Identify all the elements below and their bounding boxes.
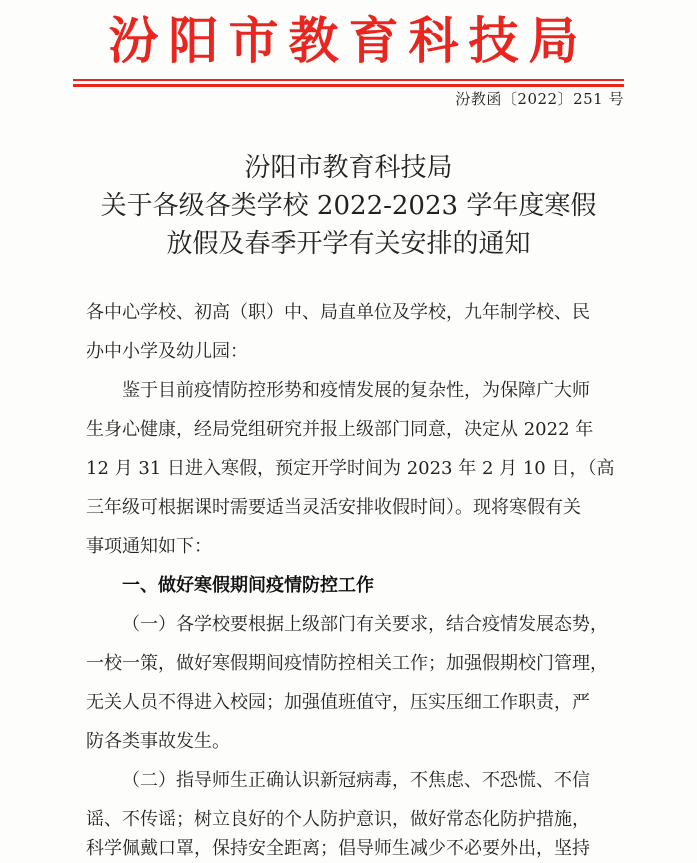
document-number: 汾教函〔2022〕251 号 [455,90,624,108]
paragraph-1-line-2: 生身心健康，经局党组研究并报上级部门同意，决定从 2022 年 [86,419,594,440]
title-line-2: 关于各级各类学校 2022-2023 学年度寒假 [100,191,597,221]
paragraph-1-line-3: 12 月 31 日进入寒假，预定开学时间为 2023 年 2 月 10 日，（高 [86,458,615,479]
section-1-item-2-line-2: 谣、不传谣；树立良好的个人防护意识，做好常态化防护措施， [86,809,590,830]
section-1-item-1-line-1: （一）各学校要根据上级部门有关要求，结合疫情发展态势， [122,614,608,635]
section-1-heading: 一、做好寒假期间疫情防控工作 [122,575,374,596]
letterhead-issuer: 汾阳市教育科技局 [108,11,589,70]
section-1-item-2-line-3: 科学佩戴口罩，保持安全距离；倡导师生减少不必要外出，坚持 [86,838,590,859]
paragraph-1-line-5: 事项通知如下： [86,536,212,557]
section-1-item-1-line-3: 无关人员不得进入校园；加强值班值守，压实压细工作职责，严 [86,692,590,713]
title-line-1: 汾阳市教育科技局 [244,153,453,183]
section-1-item-1-line-4: 防各类事故发生。 [86,731,230,752]
title-line-3: 放假及春季开学有关安排的通知 [166,229,531,259]
section-1-item-1-line-2: 一校一策，做好寒假期间疫情防控相关工作；加强假期校门管理， [86,653,608,674]
addressee-line-2: 办中小学及幼儿园： [86,341,248,362]
letterhead-rule-thick [73,84,624,87]
section-1-item-2-line-1: （二）指导师生正确认识新冠病毒，不焦虑、不恐慌、不信 [122,770,590,791]
addressee-line-1: 各中心学校、初高（职）中、局直单位及学校，九年制学校、民 [86,302,590,323]
letterhead-rule-thin [73,79,624,81]
paragraph-1-line-1: 鉴于目前疫情防控形势和疫情发展的复杂性，为保障广大师 [122,380,590,401]
paragraph-1-line-4: 三年级可根据课时需要适当灵活安排收假时间）。现将寒假有关 [86,497,581,518]
